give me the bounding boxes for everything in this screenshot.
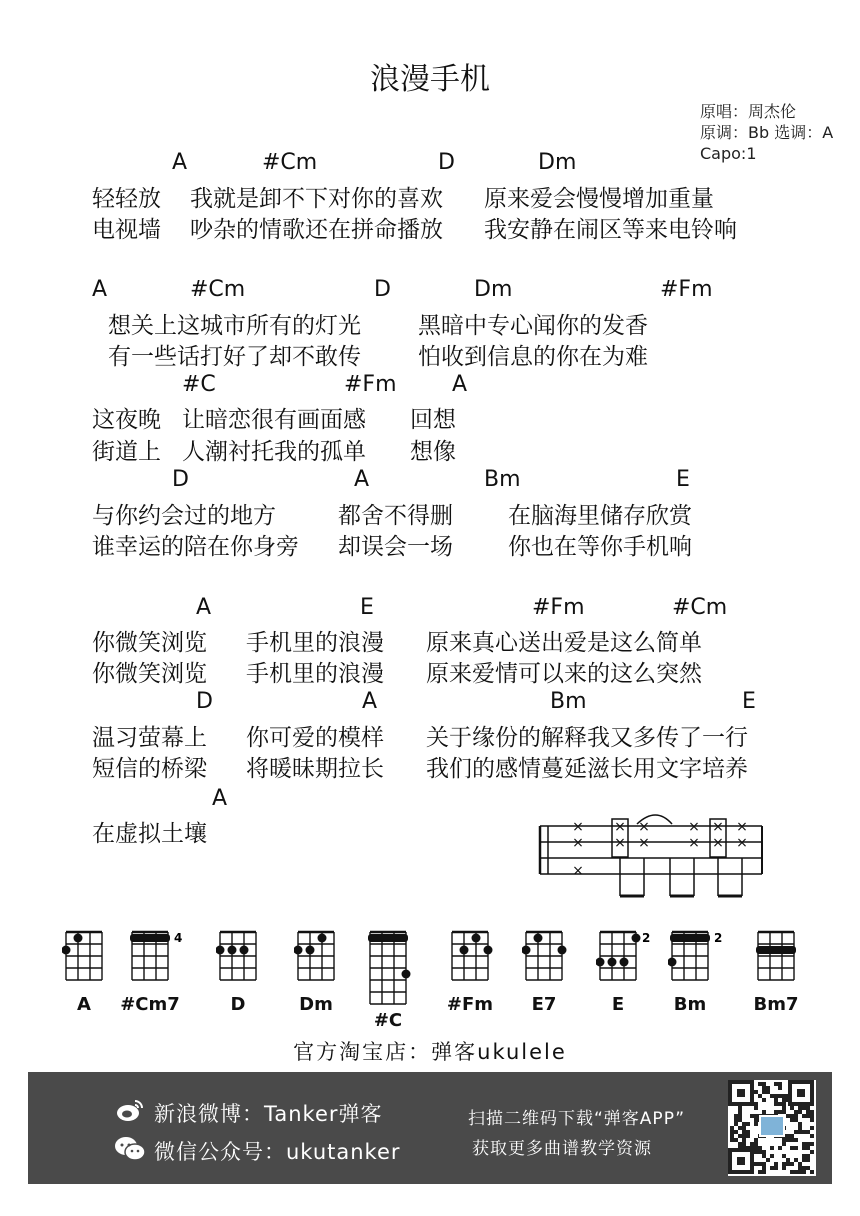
wechat-text: 微信公众号：ukutanker [154,1140,401,1164]
fret-number: 2 [642,931,651,945]
chord-diagram-label: A [77,994,91,1015]
chord-label: #Cm [190,277,246,302]
svg-text:×: × [688,819,700,835]
chord-label: A [362,689,378,714]
chord-label: Dm [474,277,513,302]
barre-mark [130,934,170,942]
chord-label: A [354,467,370,492]
strum-pattern [536,812,766,908]
chord-label: #C [182,372,216,397]
lyric-text: 这夜晚 [92,407,161,433]
chord-label: #Cm [262,150,318,175]
chord-label: #Fm [344,372,397,397]
chord-label: A [196,595,212,620]
finger-dot [620,958,629,967]
chord-diagram-label: E [611,994,625,1015]
svg-text:×: × [572,863,584,879]
lyric-text: 想像 [410,439,456,465]
chord-label: Bm [484,467,521,492]
chord-label: #Cm [672,595,728,620]
lyric-text: 你微笑浏览 [92,661,207,687]
finger-dot [318,934,327,943]
lyric-text: 有一些话打好了却不敢传 [108,344,361,370]
chord-diagram-e7 [522,928,586,986]
svg-text:×: × [614,835,626,851]
lyric-text: 你可爱的模样 [246,725,384,751]
finger-dot [74,934,83,943]
weibo-icon [116,1098,144,1126]
finger-dot [596,958,605,967]
finger-dot [306,946,315,955]
barre-mark [670,934,710,942]
chord-diagram-bm7 [754,928,818,986]
wechat-icon [114,1136,146,1166]
qr-code[interactable] [728,1080,816,1176]
lyric-text: 原来真心送出爱是这么简单 [426,630,702,656]
lyric-text: 手机里的浪漫 [246,661,384,687]
lyric-text: 电视墙 [92,217,161,243]
footer-bar [28,1072,832,1184]
lyric-text: 与你约会过的地方 [92,503,276,529]
lyric-text: 谁幸运的陪在你身旁 [92,534,299,560]
chord-label: E [676,467,690,492]
finger-dot [632,934,641,943]
chord-diagram-label: D [230,994,246,1015]
chord-label: A [92,277,108,302]
chord-diagram-dm [294,928,358,986]
chord-diagram-a [62,928,126,986]
finger-dot [668,958,677,967]
svg-text:×: × [614,819,626,835]
lyric-text: 街道上 [92,439,161,465]
finger-dot [228,946,237,955]
lyric-text: 你微笑浏览 [92,630,207,656]
lyric-text: 我就是卸不下对你的喜欢 [190,186,443,212]
song-title: 浪漫手机 [370,62,490,97]
scan-text: 扫描二维码下载“弹客APP” [468,1109,686,1129]
lyric-text: 想关上这城市所有的灯光 [108,313,361,339]
finger-dot [216,946,225,955]
chord-label: Bm [550,689,587,714]
lyric-text: 我们的感情蔓延滋长用文字培养 [426,756,748,782]
lyric-text: 短信的桥梁 [92,756,207,782]
chord-diagram-sharp-cm7 [128,928,192,986]
chord-label: Dm [538,150,577,175]
lyric-text: 人潮衬托我的孤单 [182,439,366,465]
finger-dot [534,934,543,943]
finger-dot [460,946,469,955]
lyric-text: 黑暗中专心闻你的发香 [418,313,648,339]
fret-number: 4 [174,931,183,945]
finger-dot [608,958,617,967]
fret-number: 2 [714,931,723,945]
svg-text:×: × [688,835,700,851]
svg-text:×: × [638,835,650,851]
chord-diagram-label: Dm [299,994,333,1015]
svg-text:×: × [736,835,748,851]
finger-dot [294,946,303,955]
lyric-text: 温习萤幕上 [92,725,207,751]
lyric-text: 轻轻放 [92,186,161,212]
lyric-text: 手机里的浪漫 [246,630,384,656]
chord-diagram-sharp-fm [448,928,512,986]
lyric-text: 原来爱会慢慢增加重量 [484,186,714,212]
svg-text:×: × [712,835,724,851]
chord-diagram-sharp-c [366,928,430,1010]
lyric-text: 原来爱情可以来的这么突然 [426,661,702,687]
chord-diagram-label: #Fm [446,994,494,1015]
chord-label: E [360,595,374,620]
chord-diagram-label: Bm7 [753,994,799,1015]
chord-label: D [374,277,391,302]
lyric-text: 却误会一场 [338,534,453,560]
original-singer: 原唱：周杰伦 [700,102,797,121]
weibo-text: 新浪微博：Tanker弹客 [154,1102,383,1126]
chord-label: A [172,150,188,175]
finger-dot [402,970,411,979]
chord-label: D [172,467,189,492]
finger-dot [484,946,493,955]
finger-dot [472,934,481,943]
lyric-text: 在脑海里储存欣赏 [508,503,692,529]
chord-label: D [438,150,455,175]
svg-text:×: × [572,835,584,851]
chord-diagram-label: #C [373,1010,403,1031]
barre-mark [756,946,796,954]
chord-diagram-e [596,928,660,986]
svg-text:×: × [736,819,748,835]
chord-diagram-label: Bm [673,994,707,1015]
svg-text:×: × [572,819,584,835]
resource-text: 获取更多曲谱教学资源 [472,1139,652,1159]
capo-info: Capo:1 [700,144,757,163]
finger-dot [240,946,249,955]
lyric-text: 怕收到信息的你在为难 [418,344,648,370]
lyric-text: 关于缘份的解释我又多传了一行 [426,725,748,751]
finger-dot [62,946,71,955]
chord-label: E [742,689,756,714]
chord-label: #Fm [532,595,585,620]
lyric-text: 回想 [410,407,456,433]
svg-text:×: × [638,819,650,835]
lyric-text: 都舍不得删 [338,503,453,529]
lyric-text: 我安静在闹区等来电铃响 [484,217,737,243]
chord-label: D [196,689,213,714]
lyric-text: 将暖昧期拉长 [246,756,384,782]
lyric-text: 让暗恋很有画面感 [182,407,366,433]
chord-label: A [212,786,228,811]
lyric-text: 你也在等你手机响 [508,534,692,560]
chord-diagram-label: #Cm7 [120,994,180,1015]
chord-label: #Fm [660,277,713,302]
chord-diagram-label: E7 [531,994,557,1015]
chord-label: A [452,372,468,397]
svg-text:×: × [712,819,724,835]
lyric-text: 吵杂的情歌还在拼命播放 [190,217,443,243]
chord-diagram-d [216,928,280,986]
finger-dot [522,946,531,955]
shop-info: 官方淘宝店：弹客ukulele [293,1040,567,1064]
barre-mark [368,934,408,942]
lyric-text: 在虚拟土壤 [92,821,207,847]
key-info: 原调：Bb 选调：A [700,123,834,142]
chord-diagram-bm [668,928,732,986]
finger-dot [558,946,567,955]
